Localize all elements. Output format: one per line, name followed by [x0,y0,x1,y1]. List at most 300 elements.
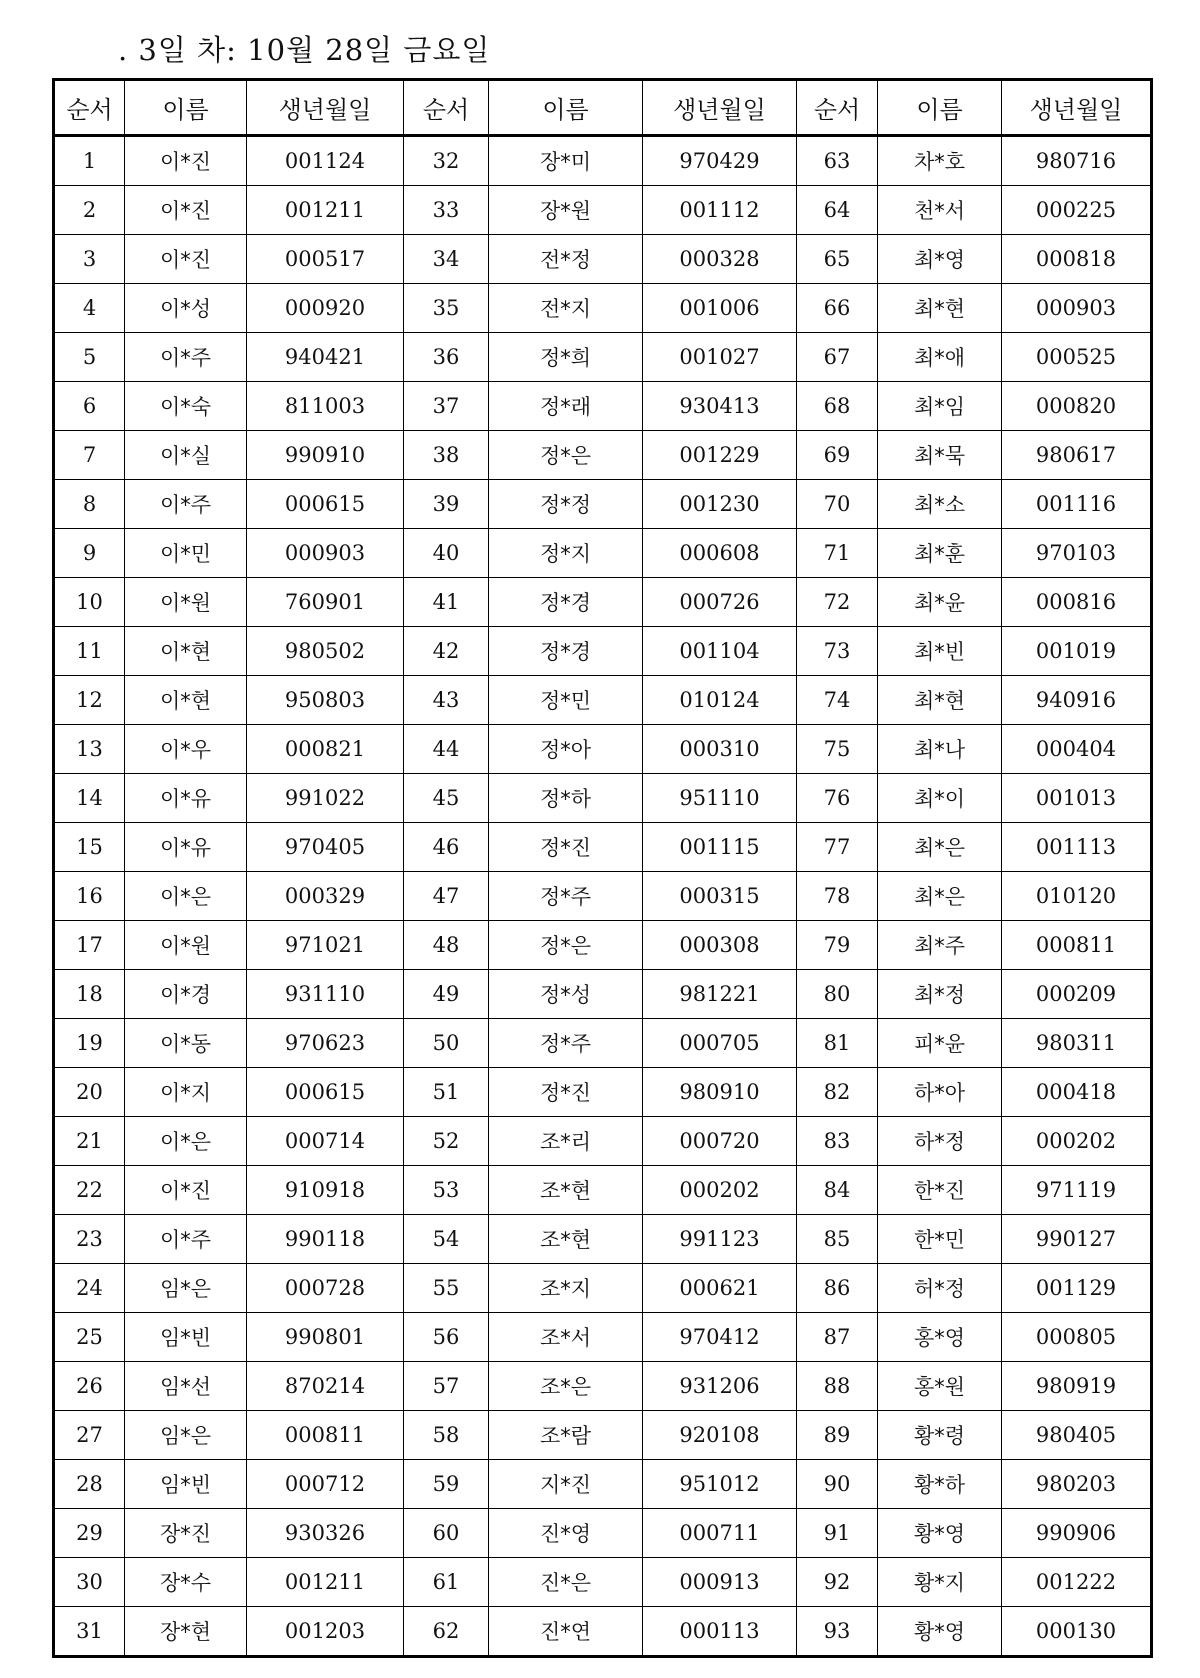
cell-birthdate: 001116 [1002,480,1152,529]
table-row [54,1215,1152,1264]
cell-name: 이*성 [125,284,247,333]
cell-name: 임*은 [125,1411,247,1460]
cell-seq: 18 [54,970,125,1019]
cell-seq: 7 [54,431,125,480]
table-row [54,480,1152,529]
cell-seq: 83 [797,1117,878,1166]
cell-birthdate: 970103 [1002,529,1152,578]
column-header-name: 이름 [489,80,643,136]
table-row [54,1117,1152,1166]
cell-seq: 3 [54,235,125,284]
cell-name: 최*훈 [878,529,1002,578]
cell-birthdate: 990118 [247,1215,404,1264]
table-row [54,1509,1152,1558]
table-row [54,333,1152,382]
cell-birthdate: 980405 [1002,1411,1152,1460]
cell-name: 피*윤 [878,1019,1002,1068]
cell-birthdate: 910918 [247,1166,404,1215]
cell-seq: 19 [54,1019,125,1068]
cell-seq: 68 [797,382,878,431]
page-title: . 3일 차: 10월 28일 금요일 [118,33,491,67]
cell-seq: 25 [54,1313,125,1362]
cell-birthdate: 970412 [643,1313,797,1362]
cell-name: 최*주 [878,921,1002,970]
cell-birthdate: 951012 [643,1460,797,1509]
cell-name: 하*정 [878,1117,1002,1166]
cell-seq: 49 [404,970,489,1019]
cell-birthdate: 000818 [1002,235,1152,284]
cell-seq: 65 [797,235,878,284]
cell-birthdate: 001027 [643,333,797,382]
cell-name: 정*진 [489,1068,643,1117]
cell-name: 이*주 [125,1215,247,1264]
cell-name: 정*아 [489,725,643,774]
cell-name: 최*애 [878,333,1002,382]
cell-birthdate: 000711 [643,1509,797,1558]
cell-name: 이*민 [125,529,247,578]
cell-birthdate: 000329 [247,872,404,921]
cell-seq: 78 [797,872,878,921]
cell-name: 허*정 [878,1264,1002,1313]
cell-seq: 58 [404,1411,489,1460]
cell-name: 정*래 [489,382,643,431]
cell-name: 최*은 [878,823,1002,872]
cell-seq: 30 [54,1558,125,1607]
cell-seq: 13 [54,725,125,774]
cell-birthdate: 920108 [643,1411,797,1460]
cell-name: 이*진 [125,1166,247,1215]
cell-birthdate: 980502 [247,627,404,676]
cell-seq: 23 [54,1215,125,1264]
cell-birthdate: 000821 [247,725,404,774]
table-body [54,136,1152,1657]
cell-birthdate: 001113 [1002,823,1152,872]
cell-seq: 46 [404,823,489,872]
cell-name: 이*은 [125,872,247,921]
cell-seq: 82 [797,1068,878,1117]
cell-seq: 28 [54,1460,125,1509]
cell-birthdate: 931110 [247,970,404,1019]
column-header-name: 이름 [125,80,247,136]
cell-seq: 35 [404,284,489,333]
cell-birthdate: 000811 [1002,921,1152,970]
cell-seq: 6 [54,382,125,431]
cell-name: 정*정 [489,480,643,529]
cell-birthdate: 000517 [247,235,404,284]
cell-seq: 48 [404,921,489,970]
cell-seq: 38 [404,431,489,480]
column-header-seq: 순서 [797,80,878,136]
cell-birthdate: 000608 [643,529,797,578]
cell-seq: 44 [404,725,489,774]
table-row [54,1313,1152,1362]
cell-name: 정*경 [489,578,643,627]
cell-birthdate: 010120 [1002,872,1152,921]
table-row [54,725,1152,774]
cell-name: 임*은 [125,1264,247,1313]
cell-birthdate: 000315 [643,872,797,921]
cell-name: 이*우 [125,725,247,774]
cell-seq: 5 [54,333,125,382]
table-row [54,872,1152,921]
cell-birthdate: 000811 [247,1411,404,1460]
cell-seq: 54 [404,1215,489,1264]
cell-seq: 51 [404,1068,489,1117]
table-row [54,921,1152,970]
cell-seq: 85 [797,1215,878,1264]
cell-name: 최*임 [878,382,1002,431]
cell-seq: 24 [54,1264,125,1313]
cell-birthdate: 811003 [247,382,404,431]
cell-birthdate: 980203 [1002,1460,1152,1509]
cell-birthdate: 000615 [247,480,404,529]
cell-seq: 81 [797,1019,878,1068]
table-row [54,1068,1152,1117]
cell-seq: 69 [797,431,878,480]
cell-seq: 37 [404,382,489,431]
cell-name: 조*리 [489,1117,643,1166]
cell-birthdate: 010124 [643,676,797,725]
cell-birthdate: 000621 [643,1264,797,1313]
table-row [54,627,1152,676]
cell-seq: 59 [404,1460,489,1509]
cell-seq: 89 [797,1411,878,1460]
cell-birthdate: 950803 [247,676,404,725]
table-row [54,970,1152,1019]
cell-name: 이*동 [125,1019,247,1068]
cell-name: 정*희 [489,333,643,382]
cell-seq: 87 [797,1313,878,1362]
cell-birthdate: 980311 [1002,1019,1152,1068]
cell-birthdate: 000720 [643,1117,797,1166]
cell-seq: 9 [54,529,125,578]
cell-name: 최*빈 [878,627,1002,676]
cell-birthdate: 000805 [1002,1313,1152,1362]
cell-name: 하*아 [878,1068,1002,1117]
cell-name: 홍*원 [878,1362,1002,1411]
cell-seq: 60 [404,1509,489,1558]
cell-birthdate: 951110 [643,774,797,823]
cell-birthdate: 000726 [643,578,797,627]
cell-seq: 14 [54,774,125,823]
cell-name: 정*하 [489,774,643,823]
cell-birthdate: 970623 [247,1019,404,1068]
cell-birthdate: 000525 [1002,333,1152,382]
cell-birthdate: 000705 [643,1019,797,1068]
cell-seq: 31 [54,1607,125,1657]
cell-birthdate: 971119 [1002,1166,1152,1215]
cell-birthdate: 760901 [247,578,404,627]
cell-seq: 56 [404,1313,489,1362]
cell-name: 장*미 [489,136,643,186]
cell-name: 정*은 [489,431,643,480]
cell-birthdate: 000308 [643,921,797,970]
column-header-seq: 순서 [404,80,489,136]
cell-seq: 70 [797,480,878,529]
cell-birthdate: 001112 [643,186,797,235]
cell-name: 전*정 [489,235,643,284]
cell-name: 이*경 [125,970,247,1019]
column-header-name: 이름 [878,80,1002,136]
cell-name: 진*은 [489,1558,643,1607]
cell-name: 정*주 [489,872,643,921]
cell-name: 최*영 [878,235,1002,284]
cell-seq: 32 [404,136,489,186]
cell-name: 정*민 [489,676,643,725]
cell-seq: 39 [404,480,489,529]
cell-birthdate: 000404 [1002,725,1152,774]
cell-seq: 92 [797,1558,878,1607]
cell-birthdate: 000913 [643,1558,797,1607]
cell-birthdate: 870214 [247,1362,404,1411]
cell-name: 이*주 [125,480,247,529]
table-row [54,186,1152,235]
cell-name: 이*실 [125,431,247,480]
cell-seq: 33 [404,186,489,235]
cell-name: 조*현 [489,1215,643,1264]
cell-seq: 10 [54,578,125,627]
cell-name: 홍*영 [878,1313,1002,1362]
cell-name: 진*연 [489,1607,643,1657]
cell-name: 이*진 [125,235,247,284]
cell-name: 차*호 [878,136,1002,186]
cell-name: 최*현 [878,676,1002,725]
cell-birthdate: 000202 [643,1166,797,1215]
cell-seq: 74 [797,676,878,725]
table-row [54,1019,1152,1068]
cell-birthdate: 000820 [1002,382,1152,431]
table-row [54,382,1152,431]
cell-seq: 8 [54,480,125,529]
cell-seq: 50 [404,1019,489,1068]
cell-name: 장*원 [489,186,643,235]
cell-name: 이*진 [125,136,247,186]
cell-seq: 34 [404,235,489,284]
cell-birthdate: 001013 [1002,774,1152,823]
table-row [54,578,1152,627]
cell-name: 이*숙 [125,382,247,431]
cell-seq: 22 [54,1166,125,1215]
cell-name: 한*진 [878,1166,1002,1215]
cell-name: 한*민 [878,1215,1002,1264]
table-row [54,529,1152,578]
cell-seq: 86 [797,1264,878,1313]
table-row [54,1460,1152,1509]
cell-seq: 43 [404,676,489,725]
cell-birthdate: 000418 [1002,1068,1152,1117]
table-row [54,774,1152,823]
cell-seq: 29 [54,1509,125,1558]
cell-birthdate: 001104 [643,627,797,676]
table-row [54,676,1152,725]
cell-seq: 12 [54,676,125,725]
cell-name: 황*령 [878,1411,1002,1460]
cell-seq: 21 [54,1117,125,1166]
cell-birthdate: 990127 [1002,1215,1152,1264]
cell-birthdate: 000903 [247,529,404,578]
cell-birthdate: 000130 [1002,1607,1152,1657]
column-header-birthdate: 생년월일 [1002,80,1152,136]
column-header-birthdate: 생년월일 [247,80,404,136]
cell-birthdate: 000225 [1002,186,1152,235]
cell-seq: 4 [54,284,125,333]
cell-name: 임*빈 [125,1313,247,1362]
cell-seq: 11 [54,627,125,676]
cell-seq: 45 [404,774,489,823]
cell-name: 정*진 [489,823,643,872]
cell-name: 황*영 [878,1607,1002,1657]
cell-name: 조*지 [489,1264,643,1313]
cell-name: 이*현 [125,676,247,725]
cell-birthdate: 001006 [643,284,797,333]
cell-name: 정*성 [489,970,643,1019]
cell-birthdate: 990801 [247,1313,404,1362]
table-row [54,1362,1152,1411]
table-row [54,823,1152,872]
table-row [54,1411,1152,1460]
cell-seq: 84 [797,1166,878,1215]
cell-name: 조*서 [489,1313,643,1362]
cell-birthdate: 980910 [643,1068,797,1117]
cell-birthdate: 000310 [643,725,797,774]
cell-seq: 75 [797,725,878,774]
cell-seq: 47 [404,872,489,921]
cell-birthdate: 000728 [247,1264,404,1313]
cell-name: 이*원 [125,578,247,627]
cell-name: 최*정 [878,970,1002,1019]
cell-seq: 79 [797,921,878,970]
cell-birthdate: 940421 [247,333,404,382]
cell-seq: 27 [54,1411,125,1460]
cell-name: 황*하 [878,1460,1002,1509]
cell-birthdate: 990910 [247,431,404,480]
cell-seq: 66 [797,284,878,333]
table-row [54,1264,1152,1313]
cell-birthdate: 000712 [247,1460,404,1509]
cell-name: 정*주 [489,1019,643,1068]
cell-birthdate: 980716 [1002,136,1152,186]
cell-seq: 93 [797,1607,878,1657]
cell-name: 장*현 [125,1607,247,1657]
cell-seq: 90 [797,1460,878,1509]
cell-seq: 76 [797,774,878,823]
cell-name: 정*은 [489,921,643,970]
cell-seq: 91 [797,1509,878,1558]
cell-birthdate: 001129 [1002,1264,1152,1313]
cell-seq: 52 [404,1117,489,1166]
cell-seq: 53 [404,1166,489,1215]
cell-seq: 2 [54,186,125,235]
cell-seq: 26 [54,1362,125,1411]
cell-birthdate: 001211 [247,1558,404,1607]
cell-name: 조*람 [489,1411,643,1460]
cell-birthdate: 001222 [1002,1558,1152,1607]
cell-name: 최*이 [878,774,1002,823]
cell-seq: 42 [404,627,489,676]
column-header-birthdate: 생년월일 [643,80,797,136]
cell-name: 최*나 [878,725,1002,774]
cell-name: 최*소 [878,480,1002,529]
cell-birthdate: 970429 [643,136,797,186]
cell-birthdate: 000328 [643,235,797,284]
cell-name: 정*경 [489,627,643,676]
cell-name: 지*진 [489,1460,643,1509]
cell-birthdate: 000209 [1002,970,1152,1019]
cell-seq: 80 [797,970,878,1019]
cell-seq: 77 [797,823,878,872]
cell-name: 이*은 [125,1117,247,1166]
cell-birthdate: 000615 [247,1068,404,1117]
table-row [54,235,1152,284]
cell-birthdate: 940916 [1002,676,1152,725]
cell-name: 이*지 [125,1068,247,1117]
cell-birthdate: 001019 [1002,627,1152,676]
cell-name: 임*빈 [125,1460,247,1509]
cell-birthdate: 971021 [247,921,404,970]
cell-seq: 73 [797,627,878,676]
cell-name: 조*은 [489,1362,643,1411]
cell-seq: 71 [797,529,878,578]
table-header-row [54,80,1152,136]
cell-name: 정*지 [489,529,643,578]
cell-seq: 55 [404,1264,489,1313]
cell-birthdate: 000903 [1002,284,1152,333]
cell-seq: 15 [54,823,125,872]
table-row [54,1166,1152,1215]
cell-name: 황*지 [878,1558,1002,1607]
cell-name: 최*묵 [878,431,1002,480]
cell-seq: 64 [797,186,878,235]
attendee-table [52,78,1153,1658]
cell-birthdate: 000113 [643,1607,797,1657]
table-row [54,1607,1152,1657]
cell-name: 장*수 [125,1558,247,1607]
cell-seq: 61 [404,1558,489,1607]
cell-birthdate: 001229 [643,431,797,480]
cell-birthdate: 001203 [247,1607,404,1657]
cell-birthdate: 930326 [247,1509,404,1558]
cell-birthdate: 000714 [247,1117,404,1166]
cell-name: 이*주 [125,333,247,382]
cell-name: 이*유 [125,774,247,823]
cell-seq: 40 [404,529,489,578]
cell-birthdate: 980919 [1002,1362,1152,1411]
cell-seq: 67 [797,333,878,382]
cell-name: 이*진 [125,186,247,235]
cell-seq: 72 [797,578,878,627]
cell-birthdate: 931206 [643,1362,797,1411]
cell-seq: 20 [54,1068,125,1117]
cell-name: 이*현 [125,627,247,676]
cell-birthdate: 970405 [247,823,404,872]
cell-seq: 16 [54,872,125,921]
cell-name: 황*영 [878,1509,1002,1558]
cell-seq: 36 [404,333,489,382]
cell-birthdate: 001115 [643,823,797,872]
cell-seq: 57 [404,1362,489,1411]
cell-birthdate: 001230 [643,480,797,529]
cell-name: 이*유 [125,823,247,872]
cell-birthdate: 980617 [1002,431,1152,480]
cell-name: 이*원 [125,921,247,970]
cell-birthdate: 000202 [1002,1117,1152,1166]
cell-seq: 88 [797,1362,878,1411]
cell-birthdate: 000920 [247,284,404,333]
cell-name: 전*지 [489,284,643,333]
cell-birthdate: 991022 [247,774,404,823]
cell-name: 천*서 [878,186,1002,235]
cell-birthdate: 000816 [1002,578,1152,627]
